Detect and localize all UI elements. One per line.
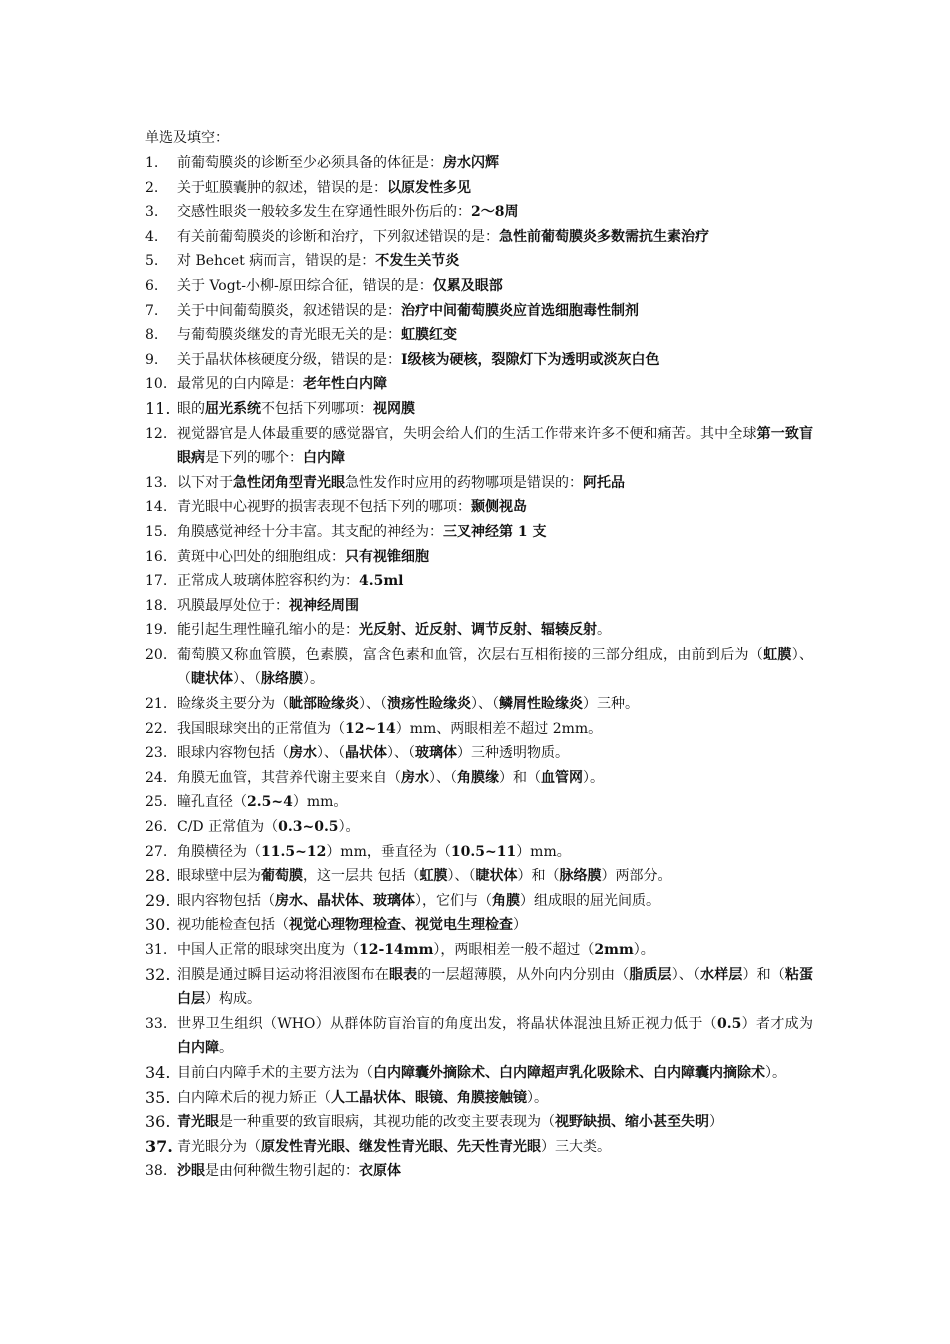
item-number: 31. [145, 942, 168, 958]
question-text: 黄斑中心凹处的细胞组成： [177, 548, 345, 565]
item-number: 18. [145, 597, 168, 614]
answer-text: 仅累及眼部 [432, 277, 503, 294]
answer-text: 脂质层 [629, 966, 672, 983]
list-item [145, 963, 813, 1012]
answer-text: 阿托品 [583, 474, 625, 491]
answer-text: 2.5~4 [247, 794, 293, 811]
question-text: 关于虹膜囊肿的叙述，错误的是： [177, 179, 387, 196]
answer-text: 白内障 [177, 1040, 219, 1057]
question-text: 的一层超薄膜，从外向内分别由（ [417, 966, 630, 983]
list-item [145, 643, 813, 692]
item-text [177, 249, 813, 274]
answer-text: 以原发性多见 [387, 179, 471, 196]
question-text: 视觉器官是人体最重要的感觉器官，失明会给人们的生活工作带来许多不便和痛苦。其中全球 [177, 425, 757, 442]
item-text [177, 618, 813, 643]
question-text: 与葡萄膜炎继发的青光眼无关的是： [177, 327, 401, 344]
item-text [177, 692, 813, 717]
item-number: 33. [145, 1015, 168, 1032]
item-text [177, 1135, 813, 1160]
question-text: 瞳孔直径（ [177, 794, 247, 811]
answer-text: 角膜 [492, 892, 520, 909]
document-page [145, 126, 813, 1184]
question-text: ）组成眼的屈光间质。 [520, 892, 660, 909]
question-text: 葡萄膜又称血管膜，色素膜，富含色素和血管，次层右互相衔接的三部分组成，由前到后为（ [177, 646, 764, 663]
question-text: ）、（ [359, 696, 387, 713]
item-number: 26. [145, 819, 168, 836]
question-text: ）。 [765, 1064, 786, 1081]
answer-text: 房水 [401, 769, 429, 786]
answer-text: Ⅰ级核为硬核，裂隙灯下为透明或淡灰白色 [401, 351, 660, 368]
question-text: 眼球壁中层为 [177, 868, 261, 885]
item-text [177, 422, 813, 471]
list-item [145, 1159, 813, 1184]
question-text: 关于中间葡萄膜炎，叙述错误的是： [177, 302, 401, 319]
question-text: ）、（ [177, 646, 814, 688]
question-text: 角膜无血管，其营养代谢主要来自（ [177, 769, 401, 786]
list-item [145, 348, 813, 373]
question-text: 对 Behcet 病而言，错误的是： [177, 253, 376, 270]
item-number: 6. [145, 277, 159, 294]
question-text: ）两部分。 [601, 868, 672, 885]
answer-text: 视网膜 [373, 400, 415, 417]
item-number: 14. [145, 499, 168, 516]
answer-text: 粘蛋白层 [177, 966, 814, 1008]
answer-text: 晶状体 [345, 745, 387, 762]
answer-text: 人工晶状体、眼镜、角膜接触镜 [331, 1089, 527, 1106]
question-text: ）。 [633, 942, 655, 958]
item-text [177, 815, 813, 840]
list-item [145, 545, 813, 570]
question-text: 能引起生理性瞳孔缩小的是： [177, 622, 359, 639]
item-text [177, 717, 813, 742]
item-text [177, 1061, 813, 1086]
answer-text: 屈光系统 [205, 400, 261, 417]
question-text: 眼内容物包括（ [177, 892, 275, 909]
item-number: 7. [145, 302, 159, 319]
question-text: 泪膜是通过瞬目运动将泪液图布在 [177, 966, 389, 983]
question-text: 关于 Vogt-小柳-原田综合征，错误的是： [177, 277, 433, 294]
item-number: 24. [145, 769, 168, 786]
question-text: 急性发作时应用的药物哪项是错误的： [345, 474, 583, 491]
question-text: 眼球内容物包括（ [177, 745, 289, 762]
question-text: 交感性眼炎一般较多发生在穿通性眼外伤后的： [177, 204, 471, 221]
question-text: 是一种重要的致盲眼病，其视功能的改变主要表现为（ [219, 1114, 555, 1131]
item-number: 10. [145, 376, 168, 393]
item-text [177, 741, 813, 766]
answer-text: 血管网 [541, 769, 583, 786]
answer-text: 脉络膜 [261, 671, 303, 688]
list-item [145, 815, 813, 840]
question-text: ）三种透明物质。 [457, 745, 569, 762]
question-text: 正常成人玻璃体腔容积约为： [177, 573, 359, 590]
item-text [177, 323, 813, 348]
item-number: 17. [145, 573, 168, 590]
answer-text: 2mm [594, 942, 634, 958]
list-item [145, 176, 813, 201]
item-text [177, 1086, 813, 1111]
item-number: 25. [145, 794, 168, 811]
answer-text: 急性闭角型青光眼 [233, 474, 345, 491]
list-item [145, 274, 813, 299]
list-item [145, 1135, 813, 1160]
item-number: 2. [145, 179, 159, 196]
question-text: 以下对于 [177, 474, 233, 491]
answer-text: 11.5~12 [261, 843, 327, 860]
list-item [145, 151, 813, 176]
item-text [177, 864, 813, 889]
question-text: ）、（ [233, 671, 261, 688]
question-text: 角膜感觉神经十分丰富。其支配的神经为： [177, 523, 443, 540]
question-text: ）。 [338, 819, 360, 836]
question-text: 青光眼分为（ [177, 1138, 261, 1155]
item-text [177, 520, 813, 545]
question-text: ）、（ [317, 745, 345, 762]
item-number: 36. [145, 1112, 171, 1132]
list-item [145, 397, 813, 422]
question-text: ） [513, 917, 527, 934]
answer-text: 房水闪辉 [443, 155, 499, 171]
answer-text: 4.5ml [359, 573, 404, 590]
question-text: ）mm，垂直径为（ [326, 843, 451, 860]
answer-text: 房水 [289, 745, 317, 762]
item-number: 38. [145, 1163, 168, 1180]
item-number: 11. [145, 398, 171, 418]
item-number: 15. [145, 523, 168, 540]
list-item [145, 594, 813, 619]
item-text [177, 372, 813, 397]
answer-text: 眦部睑缘炎 [289, 696, 359, 713]
item-number: 16. [145, 548, 168, 565]
answer-text: 角膜缘 [457, 769, 499, 786]
answer-text: 脉络膜 [559, 868, 602, 885]
answer-text: 溃疡性睑缘炎 [387, 696, 471, 713]
list-item [145, 1061, 813, 1086]
answer-text: 玻璃体 [415, 745, 457, 762]
answer-text: 虹膜 [763, 646, 792, 663]
list-item [145, 422, 813, 471]
item-text [177, 471, 813, 496]
item-text [177, 545, 813, 570]
item-text [177, 840, 813, 865]
list-item [145, 1012, 813, 1061]
question-text: ）mm。 [516, 843, 571, 860]
item-text [177, 766, 813, 791]
list-item [145, 323, 813, 348]
answer-text: 颞侧视岛 [471, 499, 527, 516]
list-item [145, 520, 813, 545]
item-text [177, 225, 813, 250]
question-text: 最常见的白内障是： [177, 376, 303, 393]
answer-text: 水样层 [700, 966, 743, 983]
answer-text: 12-14mm [359, 942, 434, 958]
item-text [177, 274, 813, 299]
answer-text: 房水、晶状体、玻璃体 [275, 892, 415, 909]
question-text: ）、（ [447, 868, 476, 885]
question-text: 青光眼中心视野的损害表现不包括下列的哪项： [177, 499, 471, 516]
list-item [145, 225, 813, 250]
question-text: 睑缘炎主要分为（ [177, 696, 289, 713]
list-item [145, 299, 813, 324]
question-text: 我国眼球突出的正常值为（ [177, 720, 345, 737]
answer-text: 10.5~11 [450, 843, 517, 860]
answer-text: 第一致盲眼病 [177, 425, 814, 467]
answer-text: 2～8周 [471, 204, 519, 221]
question-text: ）者才成为 [741, 1015, 813, 1032]
question-text: ）和（ [499, 769, 541, 786]
section-heading: 单选及填空： [145, 130, 229, 146]
answer-text: 老年性白内障 [303, 376, 387, 393]
question-text: 是下列的哪个： [205, 450, 303, 467]
answer-text: 衣原体 [359, 1163, 401, 1180]
question-text: ），它们与（ [415, 892, 492, 909]
question-text: 中国人正常的眼球突出度为（ [177, 942, 359, 958]
question-text: 角膜横径为（ [177, 843, 261, 860]
item-text [177, 643, 813, 692]
item-text [177, 495, 813, 520]
question-text: ）、（ [671, 966, 701, 983]
question-text: 。 [597, 622, 611, 639]
answer-text: 白内障 [303, 450, 345, 467]
item-number: 23. [145, 745, 168, 762]
item-text [177, 200, 813, 225]
list-item [145, 372, 813, 397]
list-item [145, 790, 813, 815]
question-text: ） [709, 1114, 723, 1131]
item-number: 20. [145, 646, 168, 663]
item-text [177, 1110, 813, 1135]
item-number: 3. [145, 204, 159, 221]
list-item [145, 569, 813, 594]
item-text [177, 1012, 813, 1061]
answer-text: 虹膜 [419, 868, 448, 885]
question-text: 巩膜最厚处位于： [177, 597, 289, 614]
list-item [145, 618, 813, 643]
item-number: 22. [145, 720, 168, 737]
question-text: ）和（ [517, 868, 560, 885]
list-item [145, 766, 813, 791]
list-item [145, 1086, 813, 1111]
question-text: 视功能检查包括（ [177, 917, 289, 934]
answer-text: 鳞屑性睑缘炎 [499, 696, 583, 713]
item-text [177, 790, 813, 815]
question-text: ）。 [303, 671, 324, 688]
answer-text: 三叉神经第 1 支 [443, 523, 547, 540]
item-text [177, 938, 813, 963]
answer-text: 不发生关节炎 [375, 253, 460, 270]
item-number: 30. [145, 915, 171, 935]
question-text: 世界卫生组织（WHO）从群体防盲治盲的角度出发，将晶状体混浊且矫正视力低于（ [177, 1015, 717, 1032]
list-item [145, 913, 813, 938]
item-number: 34. [145, 1062, 171, 1082]
question-text: ）、（ [429, 769, 457, 786]
answer-text: 治疗中间葡萄膜炎应首选细胞毒性制剂 [401, 302, 639, 319]
item-text [177, 594, 813, 619]
item-number: 28. [145, 866, 171, 886]
question-text: ）。 [527, 1089, 548, 1106]
answer-text: 睫状体 [191, 671, 233, 688]
question-text: ）构成。 [205, 991, 261, 1008]
item-text [177, 963, 813, 1012]
item-number: 27. [145, 843, 168, 860]
list-item [145, 1110, 813, 1135]
question-list [145, 151, 813, 1184]
question-text: ）、（ [387, 745, 415, 762]
answer-text: 急性前葡萄膜炎多数需抗生素治疗 [499, 228, 709, 245]
answer-text: 12~14 [345, 720, 396, 737]
answer-text: 0.5 [716, 1015, 742, 1032]
item-number: 37. [145, 1136, 173, 1156]
item-text [177, 348, 813, 373]
answer-text: 睫状体 [475, 868, 518, 885]
question-text: 眼的 [177, 400, 205, 417]
list-item [145, 495, 813, 520]
item-text [177, 1159, 813, 1184]
item-text [177, 299, 813, 324]
item-number: 9. [145, 351, 159, 368]
question-text: 关于晶状体核硬度分级，错误的是： [177, 351, 401, 368]
list-item [145, 717, 813, 742]
item-text [177, 913, 813, 938]
item-number: 5. [145, 253, 159, 270]
question-text: 前葡萄膜炎的诊断至少必须具备的体征是： [177, 155, 443, 171]
answer-text: 虹膜红变 [401, 327, 457, 344]
question-text: ）mm、两眼相差不超过 2mm。 [395, 720, 603, 737]
answer-text: 葡萄膜 [261, 868, 303, 885]
answer-text: 沙眼 [177, 1163, 205, 1180]
answer-text: 视神经周围 [289, 597, 359, 614]
question-text: ）mm。 [292, 794, 348, 811]
list-item [145, 471, 813, 496]
answer-text: 原发性青光眼、继发性青光眼、先天性青光眼 [261, 1138, 541, 1155]
answer-text: 只有视锥细胞 [345, 548, 429, 565]
item-number: 13. [145, 474, 168, 491]
answer-text: 0.3~0.5 [278, 819, 339, 836]
question-text: ），两眼相差一般不超过（ [433, 942, 595, 958]
item-number: 12. [145, 425, 168, 442]
question-text: 目前白内障手术的主要方法为（ [177, 1064, 373, 1081]
item-text [177, 397, 813, 422]
list-item [145, 200, 813, 225]
question-text: ）、（ [471, 696, 499, 713]
answer-text: 视觉心理物理检查、视觉电生理检查 [289, 917, 513, 934]
item-number: 29. [145, 890, 171, 910]
answer-text: 光反射、近反射、调节反射、辐辏反射 [359, 622, 597, 639]
question-text: 是由何种微生物引起的： [205, 1163, 359, 1180]
question-text: 白内障术后的视力矫正（ [177, 1089, 331, 1106]
question-text: ）三种。 [583, 696, 639, 713]
item-text [177, 151, 813, 176]
answer-text: 白内障囊外摘除术、白内障超声乳化吸除术、白内障囊内摘除术 [373, 1064, 765, 1081]
answer-text: 眼表 [389, 966, 418, 983]
question-text: 。 [219, 1040, 233, 1057]
item-number: 19. [145, 622, 168, 639]
answer-text: 青光眼 [177, 1114, 219, 1131]
list-item [145, 864, 813, 889]
answer-text: 视野缺损、缩小甚至失明 [555, 1114, 709, 1131]
question-text: 有关前葡萄膜炎的诊断和治疗，下列叙述错误的是： [177, 228, 499, 245]
list-item [145, 249, 813, 274]
list-item [145, 741, 813, 766]
list-item [145, 889, 813, 914]
item-number: 4. [145, 228, 159, 245]
item-number: 8. [145, 327, 159, 344]
list-item [145, 692, 813, 717]
question-text: ）和（ [742, 966, 785, 983]
list-item [145, 840, 813, 865]
item-number: 32. [145, 964, 171, 984]
item-number: 21. [145, 696, 168, 713]
item-text [177, 176, 813, 201]
list-item [145, 938, 813, 963]
question-text: 不包括下列哪项： [261, 400, 373, 417]
item-number: 35. [145, 1087, 171, 1107]
question-text: ）三大类。 [541, 1138, 611, 1155]
question-text: C/D 正常值为（ [177, 819, 279, 836]
question-text: ）。 [583, 769, 604, 786]
item-text [177, 569, 813, 594]
item-text [177, 889, 813, 914]
question-text: ，这一层共 包括（ [303, 868, 420, 885]
item-number: 1. [145, 155, 159, 171]
